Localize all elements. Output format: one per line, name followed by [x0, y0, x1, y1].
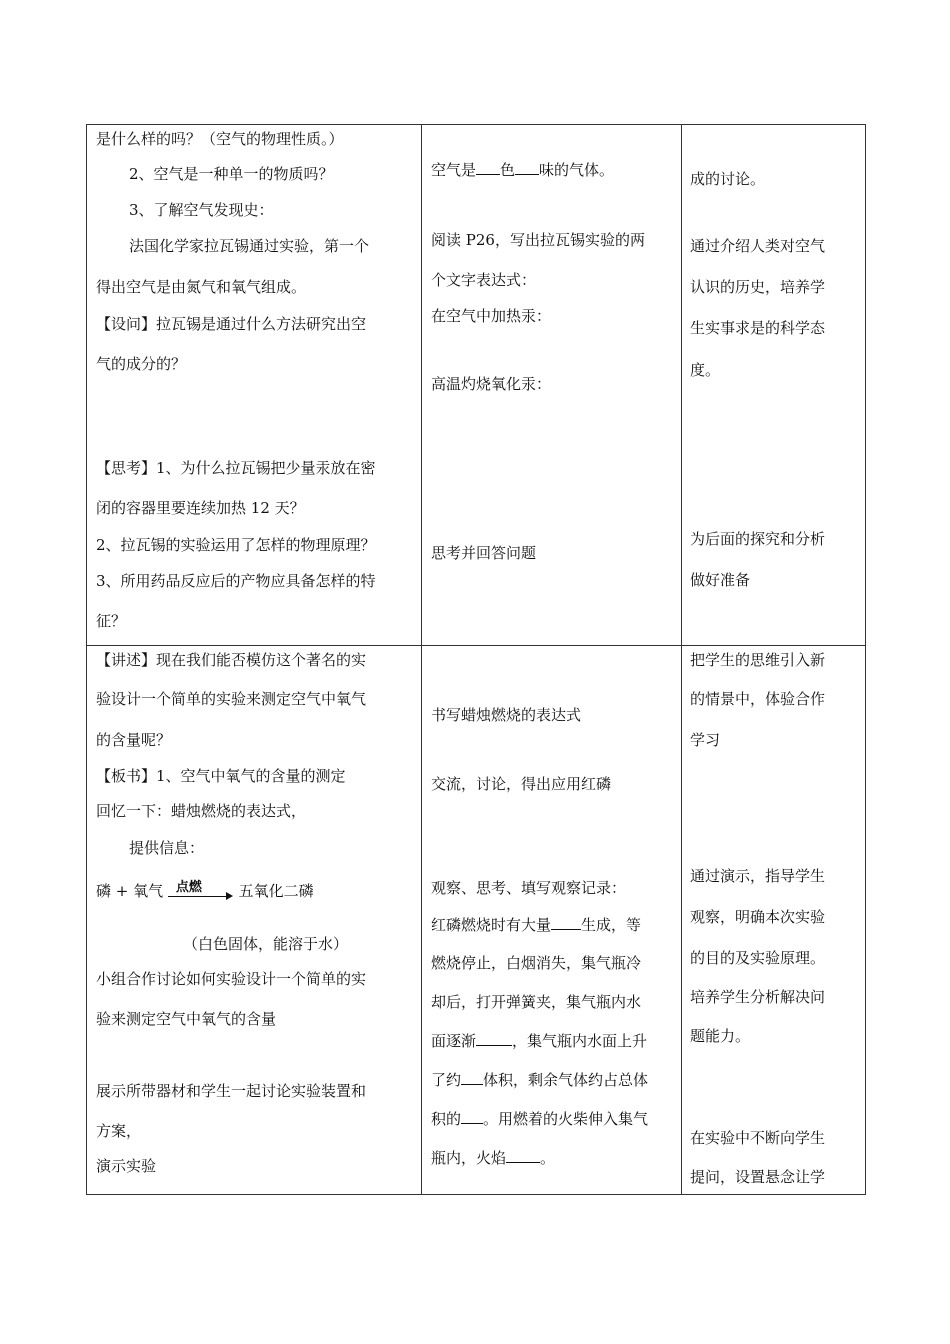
text-line: 回忆一下：蜡烛燃烧的表达式，: [96, 802, 307, 820]
reaction-arrow: [168, 882, 234, 902]
text-line: 题能力。: [690, 1027, 751, 1045]
fill-in-line: 了约 体积，剩余气体约占总体: [431, 1071, 649, 1089]
text-line: 成的讨论。: [690, 170, 766, 188]
text-line: 阅读 P26，写出拉瓦锡实验的两: [431, 231, 645, 249]
student-activity-cell: [422, 646, 682, 1195]
design-intent-cell: [682, 125, 866, 646]
text-line: 3、所用药品反应后的产物应具备怎样的特: [96, 572, 376, 590]
text-line: 学习: [690, 731, 721, 749]
text-line: 【思考】1、为什么拉瓦锡把少量汞放在密: [96, 459, 376, 477]
chemical-equation: [96, 881, 314, 902]
fill-blank[interactable]: [461, 1109, 483, 1124]
arrow-head-icon: [226, 892, 233, 900]
text-line: 做好准备: [690, 571, 751, 589]
text-line: 交流，讨论，得出应用红磷: [431, 775, 612, 793]
text-line: 验来测定空气中氧气的含量: [96, 1010, 277, 1028]
fill-blank[interactable]: [515, 160, 539, 175]
text-line: 方案，: [96, 1122, 142, 1140]
text-line: 【板书】1、空气中氧气的含量的测定: [96, 767, 346, 785]
fill-blank[interactable]: [506, 1148, 540, 1163]
text-line: 2、空气是一种单一的物质吗？: [129, 165, 334, 183]
student-activity-cell: [422, 125, 682, 646]
text-line: 提问，设置悬念让学: [690, 1168, 826, 1186]
design-intent-cell: [682, 646, 866, 1195]
equation-product: 五氧化二磷: [238, 882, 314, 900]
text-line: 的情景中，体验合作: [690, 690, 826, 708]
teacher-activity-cell: [87, 125, 422, 646]
text-line: 度。: [690, 361, 721, 379]
text-line: 展示所带器材和学生一起讨论实验装置和: [96, 1082, 367, 1100]
text-line: 观察，明确本次实验: [690, 908, 826, 926]
text-line: 把学生的思维引入新: [690, 651, 826, 669]
text-line: 闭的容器里要连续加热 12 天？: [96, 499, 305, 517]
text-line: 3、了解空气发现史：: [129, 201, 274, 219]
text-line: 通过演示，指导学生: [690, 867, 826, 885]
fill-blank[interactable]: [551, 915, 581, 930]
text-line: 法国化学家拉瓦锡通过实验，第一个: [129, 237, 370, 255]
fill-blank[interactable]: [461, 1070, 483, 1085]
text-line: 是什么样的吗？（空气的物理性质。）: [96, 130, 344, 148]
fill-blank[interactable]: [476, 1031, 512, 1046]
fill-in-line: 瓶内，火焰 。: [431, 1149, 556, 1167]
text-line: 2、拉瓦锡的实验运用了怎样的物理原理？: [96, 536, 376, 554]
text-line: 的目的及实验原理。: [690, 949, 826, 967]
fill-in-line: 空气是 色 味的气体。: [431, 161, 615, 179]
fill-blank[interactable]: [476, 160, 500, 175]
text-line: 通过介绍人类对空气: [690, 237, 826, 255]
text-line: （白色固体，能溶于水）: [183, 935, 349, 953]
equation-reactants: 磷 + 氧气: [96, 882, 164, 900]
text-line: 高温灼烧氧化汞：: [431, 375, 552, 393]
text-line: 为后面的探究和分析: [690, 530, 826, 548]
text-line: 培养学生分析解决问: [690, 988, 826, 1006]
text-line: 却后，打开弹簧夹，集气瓶内水: [431, 993, 642, 1011]
text-line: 小组合作讨论如何实验设计一个简单的实: [96, 970, 367, 988]
text-line: 【讲述】现在我们能否模仿这个著名的实: [96, 651, 367, 669]
text-line: 燃烧停止，白烟消失，集气瓶冷: [431, 954, 642, 972]
reaction-condition: 点燃: [175, 880, 202, 895]
text-line: 书写蜡烛燃烧的表达式: [431, 706, 582, 724]
text-line: 生实事求是的科学态: [690, 319, 826, 337]
text-line: 的含量呢？: [96, 731, 172, 749]
text-line: 提供信息：: [129, 839, 205, 857]
fill-in-line: 红磷燃烧时有大量 生成，等: [431, 916, 642, 934]
text-line: 演示实验: [96, 1157, 157, 1175]
text-line: 在空气中加热汞：: [431, 307, 552, 325]
text-line: 个文字表达式：: [431, 271, 537, 289]
fill-in-line: 面逐渐 ，集气瓶内水面上升: [431, 1032, 648, 1050]
text-line: 得出空气是由氮气和氧气组成。: [96, 278, 307, 296]
text-line: 验设计一个简单的实验来测定空气中氧气: [96, 690, 367, 708]
text-line: 征？: [96, 612, 127, 630]
text-line: 认识的历史，培养学: [690, 278, 826, 296]
text-line: 气的成分的？: [96, 355, 187, 373]
teacher-activity-cell: [87, 646, 422, 1195]
text-line: 在实验中不断向学生: [690, 1129, 826, 1147]
table-row: [87, 125, 866, 646]
text-line: 【设问】拉瓦锡是通过什么方法研究出空: [96, 315, 367, 333]
text-line: 观察、思考、填写观察记录：: [431, 879, 627, 897]
lesson-plan-table: [86, 124, 866, 1195]
fill-in-line: 积的 。用燃着的火柴伸入集气: [431, 1110, 649, 1128]
table-row: [87, 646, 866, 1195]
text-line: 思考并回答问题: [431, 544, 537, 562]
